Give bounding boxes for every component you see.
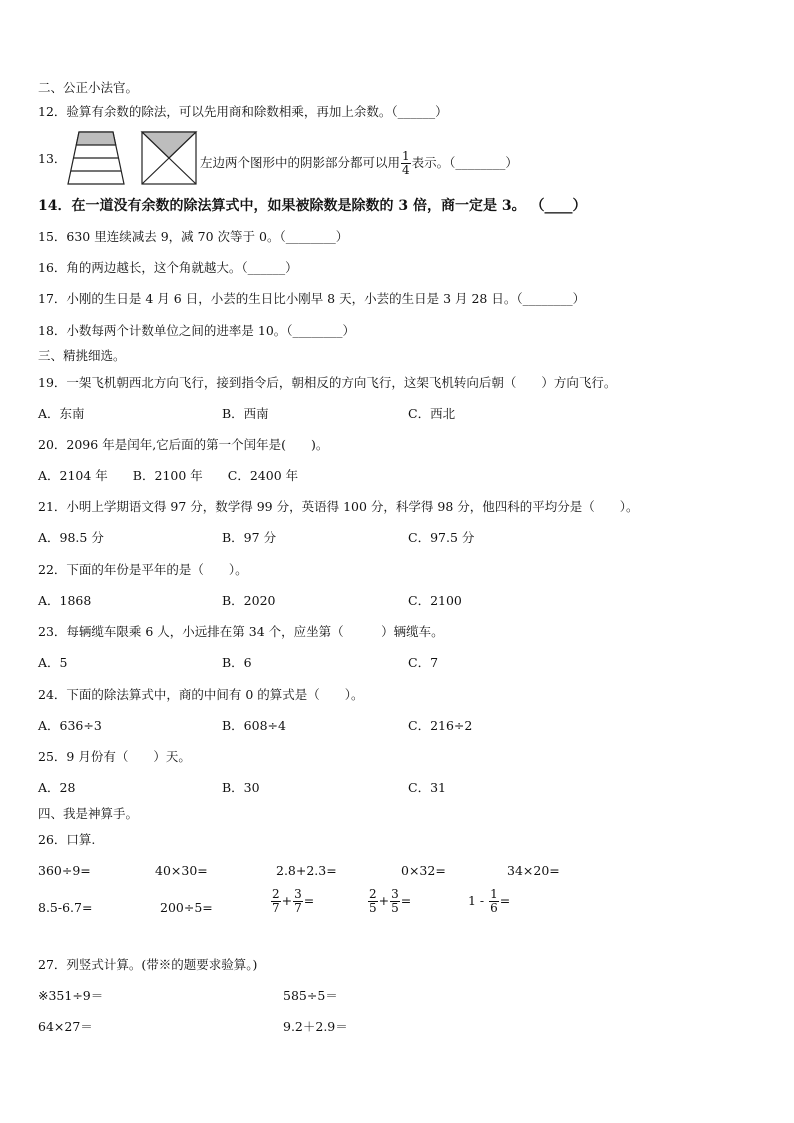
q21-option-c: C．97.5 分 (408, 530, 475, 545)
oral-calc-item: 360÷9= (38, 863, 91, 878)
fraction-denominator: 4 (402, 163, 410, 177)
fraction (271, 888, 281, 915)
fraction (293, 888, 303, 915)
oral-calc-item: 34×20= (507, 863, 560, 878)
plus-sign: + (281, 893, 293, 908)
trapezoid-figure (66, 130, 126, 186)
fraction-denominator: 7 (294, 901, 302, 915)
question-18: 18．小数每两个计数单位之间的进率是 10。（________） (38, 323, 356, 338)
q25-option-c: C．31 (408, 780, 446, 795)
fraction-one-quarter (401, 150, 411, 177)
q19-option-a: A．东南 (38, 406, 85, 421)
q23-option-c: C．7 (408, 655, 439, 670)
fraction (368, 888, 378, 915)
section-heading-judge: 二、公正小法官。 (38, 80, 139, 95)
oral-calc-item: 2.8+2.3= (276, 863, 337, 878)
section-heading-calc: 四、我是神算手。 (38, 806, 139, 821)
question-17: 17．小刚的生日是 4 月 6 日，小芸的生日比小刚早 8 天，小芸的生日是 3 月 28 日。（________） (38, 291, 586, 306)
question-24: 24．下面的除法算式中，商的中间有 0 的算式是（ ）。 (38, 687, 364, 702)
question-14: 14．在一道没有余数的除法算式中，如果被除数是除数的 3 倍，商一定是 3。 （____） (38, 198, 587, 214)
minuend-one: 1 - (468, 893, 485, 908)
question-22: 22．下面的年份是平年的是（ ）。 (38, 562, 248, 577)
equals-sign: = (400, 893, 412, 908)
question-19: 19．一架飞机朝西北方向飞行，接到指令后，朝相反的方向飞行，这架飞机转向后朝（ ）方向飞行。 (38, 375, 617, 390)
fraction-numerator: 2 (369, 887, 377, 901)
question-16: 16．角的两边越长，这个角就越大。（______） (38, 260, 298, 275)
question-13-text-b: 表示。（________） (411, 155, 518, 170)
section-heading-choice: 三、精挑细选。 (38, 348, 126, 363)
square-figure (140, 130, 198, 186)
q22-option-b: B．2020 (222, 593, 276, 608)
question-13-number: 13． (38, 151, 67, 166)
fraction-numerator: 3 (294, 887, 302, 901)
question-23: 23．每辆缆车限乘 6 人，小远排在第 34 个，应坐第（ ）辆缆车。 (38, 624, 444, 639)
question-13-text (200, 150, 518, 177)
fraction-numerator: 2 (272, 887, 280, 901)
q23-option-b: B．6 (222, 655, 252, 670)
question-27: 27．列竖式计算。(带※的题要求验算。) (38, 957, 258, 972)
q25-option-a: A．28 (38, 780, 76, 795)
fraction-denominator: 7 (272, 901, 280, 915)
fraction-sum-fifths (367, 888, 411, 915)
question-26: 26．口算. (38, 832, 96, 847)
vertical-calc-item: 64×27＝ (38, 1019, 93, 1034)
fraction-numerator: 3 (391, 887, 399, 901)
fraction-difference (468, 888, 510, 915)
question-25: 25．9 月份有（ ）天。 (38, 749, 191, 764)
oral-calc-item: 0×32= (401, 863, 446, 878)
equals-sign: = (499, 893, 511, 908)
q19-option-b: B．西南 (222, 406, 269, 421)
question-13-text-a: 左边两个图形中的阴影部分都可以用 (200, 155, 401, 170)
q24-option-a: A．636÷3 (38, 718, 102, 733)
vertical-calc-item: 585÷5＝ (283, 988, 338, 1003)
question-20: 20．2096 年是闰年,它后面的第一个闰年是( )。 (38, 437, 329, 452)
vertical-calc-item: 9.2＋2.9＝ (283, 1019, 348, 1034)
q25-option-b: B．30 (222, 780, 260, 795)
equals-sign: = (303, 893, 315, 908)
question-15: 15．630 里连续减去 9，减 70 次等于 0。（________） (38, 229, 349, 244)
q21-option-b: B．97 分 (222, 530, 277, 545)
oral-calc-item: 40×30= (155, 863, 208, 878)
fraction-numerator: 1 (402, 149, 410, 163)
fraction-denominator: 6 (490, 901, 498, 915)
q24-option-b: B．608÷4 (222, 718, 286, 733)
q21-option-a: A．98.5 分 (38, 530, 104, 545)
q24-option-c: C．216÷2 (408, 718, 473, 733)
fraction-numerator: 1 (490, 887, 498, 901)
q22-option-c: C．2100 (408, 593, 462, 608)
q22-option-a: A．1868 (38, 593, 92, 608)
question-12: 12．验算有余数的除法，可以先用商和除数相乘，再加上余数。（______） (38, 104, 448, 119)
fraction (390, 888, 400, 915)
fraction-denominator: 5 (369, 901, 377, 915)
fraction-sum-sevenths (270, 888, 314, 915)
q20-options: A．2104 年 B．2100 年 C．2400 年 (38, 468, 299, 483)
oral-calc-item: 200÷5= (160, 900, 213, 915)
q23-option-a: A．5 (38, 655, 68, 670)
q19-option-c: C．西北 (408, 406, 456, 421)
vertical-calc-item: ※351÷9＝ (38, 988, 104, 1003)
fraction-denominator: 5 (391, 901, 399, 915)
plus-sign: + (378, 893, 390, 908)
oral-calc-item: 8.5-6.7= (38, 900, 93, 915)
question-21: 21．小明上学期语文得 97 分，数学得 99 分，英语得 100 分，科学得 98 分，他四科的平均分是（ ）。 (38, 499, 639, 514)
fraction (489, 888, 499, 915)
